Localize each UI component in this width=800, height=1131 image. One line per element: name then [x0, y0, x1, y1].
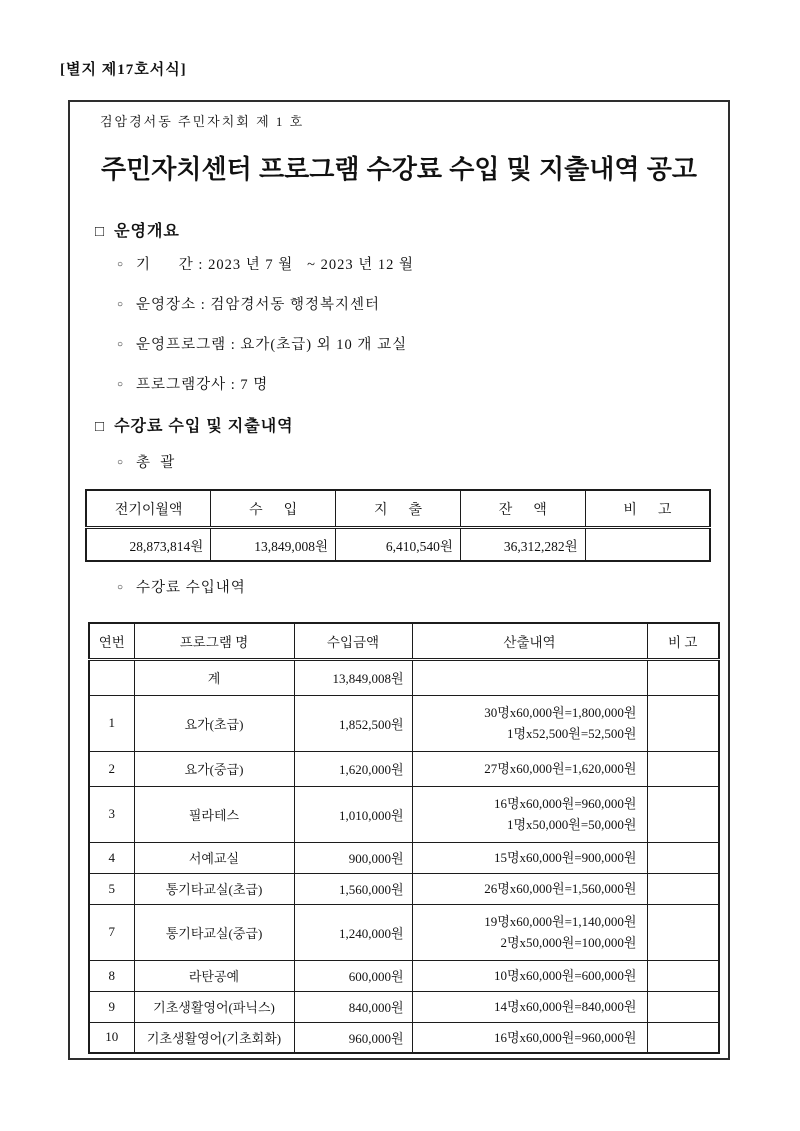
- cell-no: 4: [89, 842, 134, 873]
- circle-bullet-icon: ○: [117, 299, 125, 310]
- overview-item-text: 기 간 : 2023 년 7 월 ~ 2023 년 12 월: [136, 257, 414, 273]
- section-heading-text: 운영개요: [114, 223, 180, 240]
- summary-cell-expense: 6,410,540원: [336, 528, 461, 562]
- cell-note: [647, 695, 719, 751]
- cell-amount: 960,000원: [294, 1022, 412, 1053]
- summary-header-carryover: 전기이월액: [86, 490, 211, 528]
- cell-note: [647, 991, 719, 1022]
- income-row-5: [89, 873, 719, 904]
- calc-line: 14명x60,000원=840,000원: [493, 999, 637, 1014]
- calc-line: 1명x52,500원=52,500원: [506, 726, 637, 741]
- summary-header-income: 수 입: [211, 490, 336, 528]
- section-heading-overview: [95, 218, 180, 241]
- income-row-3: [89, 786, 719, 842]
- cell-program: 요가(초급): [134, 695, 294, 751]
- circle-bullet-icon: ○: [117, 379, 125, 390]
- calc-line: 15명x60,000원=900,000원: [493, 850, 637, 865]
- calc-line: 27명x60,000원=1,620,000원: [484, 761, 637, 776]
- cell-calc: [412, 904, 647, 960]
- overview-item-text: 운영장소 : 검암경서동 행정복지센터: [136, 297, 381, 313]
- income-header-note: 비 고: [647, 623, 719, 659]
- calc-line: 19명x60,000원=1,140,000원: [484, 914, 637, 929]
- cell-no: 8: [89, 960, 134, 991]
- summary-cell-note: [585, 528, 710, 562]
- calc-line: 1명x50,000원=50,000원: [506, 817, 637, 832]
- cell-program: 필라테스: [134, 786, 294, 842]
- cell-amount: 900,000원: [294, 842, 412, 873]
- income-row-1: [89, 695, 719, 751]
- cell-program: 서예교실: [134, 842, 294, 873]
- income-row-9: [89, 991, 719, 1022]
- calc-line: 16명x60,000원=960,000원: [493, 1029, 637, 1045]
- cell-amount: 600,000원: [294, 960, 412, 991]
- cell-calc: [412, 659, 647, 695]
- cell-no: 9: [89, 991, 134, 1022]
- overview-item-period: [117, 253, 414, 274]
- summary-table-data-row: [86, 528, 710, 562]
- circle-bullet-icon: ○: [117, 339, 125, 350]
- income-row-8: [89, 960, 719, 991]
- summary-cell-balance: 36,312,282원: [460, 528, 585, 562]
- calc-line: 26명x60,000원=1,560,000원: [484, 881, 637, 896]
- income-table-header-row: [89, 623, 719, 659]
- calc-line: 2명x50,000원=100,000원: [500, 935, 637, 950]
- cell-program: 계: [134, 659, 294, 695]
- cell-no: 7: [89, 904, 134, 960]
- section-heading-details: [95, 413, 294, 436]
- subheading-income-detail: [117, 576, 246, 597]
- income-header-no: 연번: [89, 623, 134, 659]
- cell-program: 기초생활영어(기초회화): [134, 1022, 294, 1053]
- income-row-2: [89, 751, 719, 786]
- cell-note: [647, 960, 719, 991]
- subheading-text: 총 괄: [136, 455, 176, 471]
- overview-item-text: 프로그램강사 : 7 명: [136, 377, 269, 393]
- calc-line: 16명x60,000원=960,000원: [493, 796, 637, 811]
- cell-amount: 1,240,000원: [294, 904, 412, 960]
- cell-program: 통기타교실(초급): [134, 873, 294, 904]
- cell-program: 요가(중급): [134, 751, 294, 786]
- subheading-total: [117, 451, 175, 472]
- income-header-program: 프로그램 명: [134, 623, 294, 659]
- cell-note: [647, 786, 719, 842]
- cell-program: 기초생활영어(파닉스): [134, 991, 294, 1022]
- income-row-7: [89, 904, 719, 960]
- cell-amount: 1,620,000원: [294, 751, 412, 786]
- cell-no: [89, 659, 134, 695]
- cell-note: [647, 1022, 719, 1053]
- section-heading-text: 수강료 수입 및 지출내역: [114, 418, 294, 435]
- form-label: [별지 제17호서식]: [60, 62, 187, 78]
- summary-header-note: 비 고: [585, 490, 710, 528]
- cell-amount: 1,560,000원: [294, 873, 412, 904]
- income-header-calc: 산출내역: [412, 623, 647, 659]
- cell-no: 5: [89, 873, 134, 904]
- doc-number: 검암경서동 주민자치회 제 1 호: [100, 114, 305, 129]
- doc-title: 주민자치센터 프로그램 수강료 수입 및 지출내역 공고: [101, 154, 697, 184]
- cell-program: 라탄공예: [134, 960, 294, 991]
- summary-cell-income: 13,849,008원: [211, 528, 336, 562]
- cell-calc: [412, 786, 647, 842]
- cell-note: [647, 751, 719, 786]
- cell-calc: [412, 751, 647, 786]
- cell-calc: [412, 1022, 647, 1053]
- square-bullet-icon: □: [95, 419, 106, 435]
- calc-line: 30명x60,000원=1,800,000원: [484, 705, 637, 720]
- income-row-4: [89, 842, 719, 873]
- summary-table-header-row: [86, 490, 710, 528]
- cell-note: [647, 659, 719, 695]
- cell-amount: 1,852,500원: [294, 695, 412, 751]
- cell-calc: [412, 873, 647, 904]
- cell-no: 1: [89, 695, 134, 751]
- overview-item-instructors: [117, 373, 268, 394]
- summary-header-balance: 잔 액: [460, 490, 585, 528]
- cell-no: 2: [89, 751, 134, 786]
- subheading-text: 수강료 수입내역: [136, 580, 246, 596]
- cell-amount: 840,000원: [294, 991, 412, 1022]
- cell-amount: 13,849,008원: [294, 659, 412, 695]
- cell-calc: [412, 991, 647, 1022]
- cell-note: [647, 873, 719, 904]
- circle-bullet-icon: ○: [117, 582, 125, 593]
- overview-item-programs: [117, 333, 407, 354]
- calc-line: 10명x60,000원=600,000원: [493, 968, 637, 983]
- document-box: [68, 100, 730, 1060]
- income-header-amount: 수입금액: [294, 623, 412, 659]
- cell-calc: [412, 695, 647, 751]
- circle-bullet-icon: ○: [117, 259, 125, 270]
- income-table: [88, 622, 720, 1054]
- summary-cell-carryover: 28,873,814원: [86, 528, 211, 562]
- cell-program: 통기타교실(중급): [134, 904, 294, 960]
- cell-no: 10: [89, 1022, 134, 1053]
- circle-bullet-icon: ○: [117, 457, 125, 468]
- income-row-10: [89, 1022, 719, 1053]
- cell-amount: 1,010,000원: [294, 786, 412, 842]
- square-bullet-icon: □: [95, 224, 106, 240]
- cell-calc: [412, 960, 647, 991]
- cell-note: [647, 842, 719, 873]
- cell-no: 3: [89, 786, 134, 842]
- cell-calc: [412, 842, 647, 873]
- cell-note: [647, 904, 719, 960]
- overview-item-text: 운영프로그램 : 요가(초급) 외 10 개 교실: [136, 337, 408, 353]
- income-row-total: [89, 659, 719, 695]
- summary-table: [85, 489, 711, 562]
- summary-header-expense: 지 출: [336, 490, 461, 528]
- overview-item-place: [117, 293, 380, 314]
